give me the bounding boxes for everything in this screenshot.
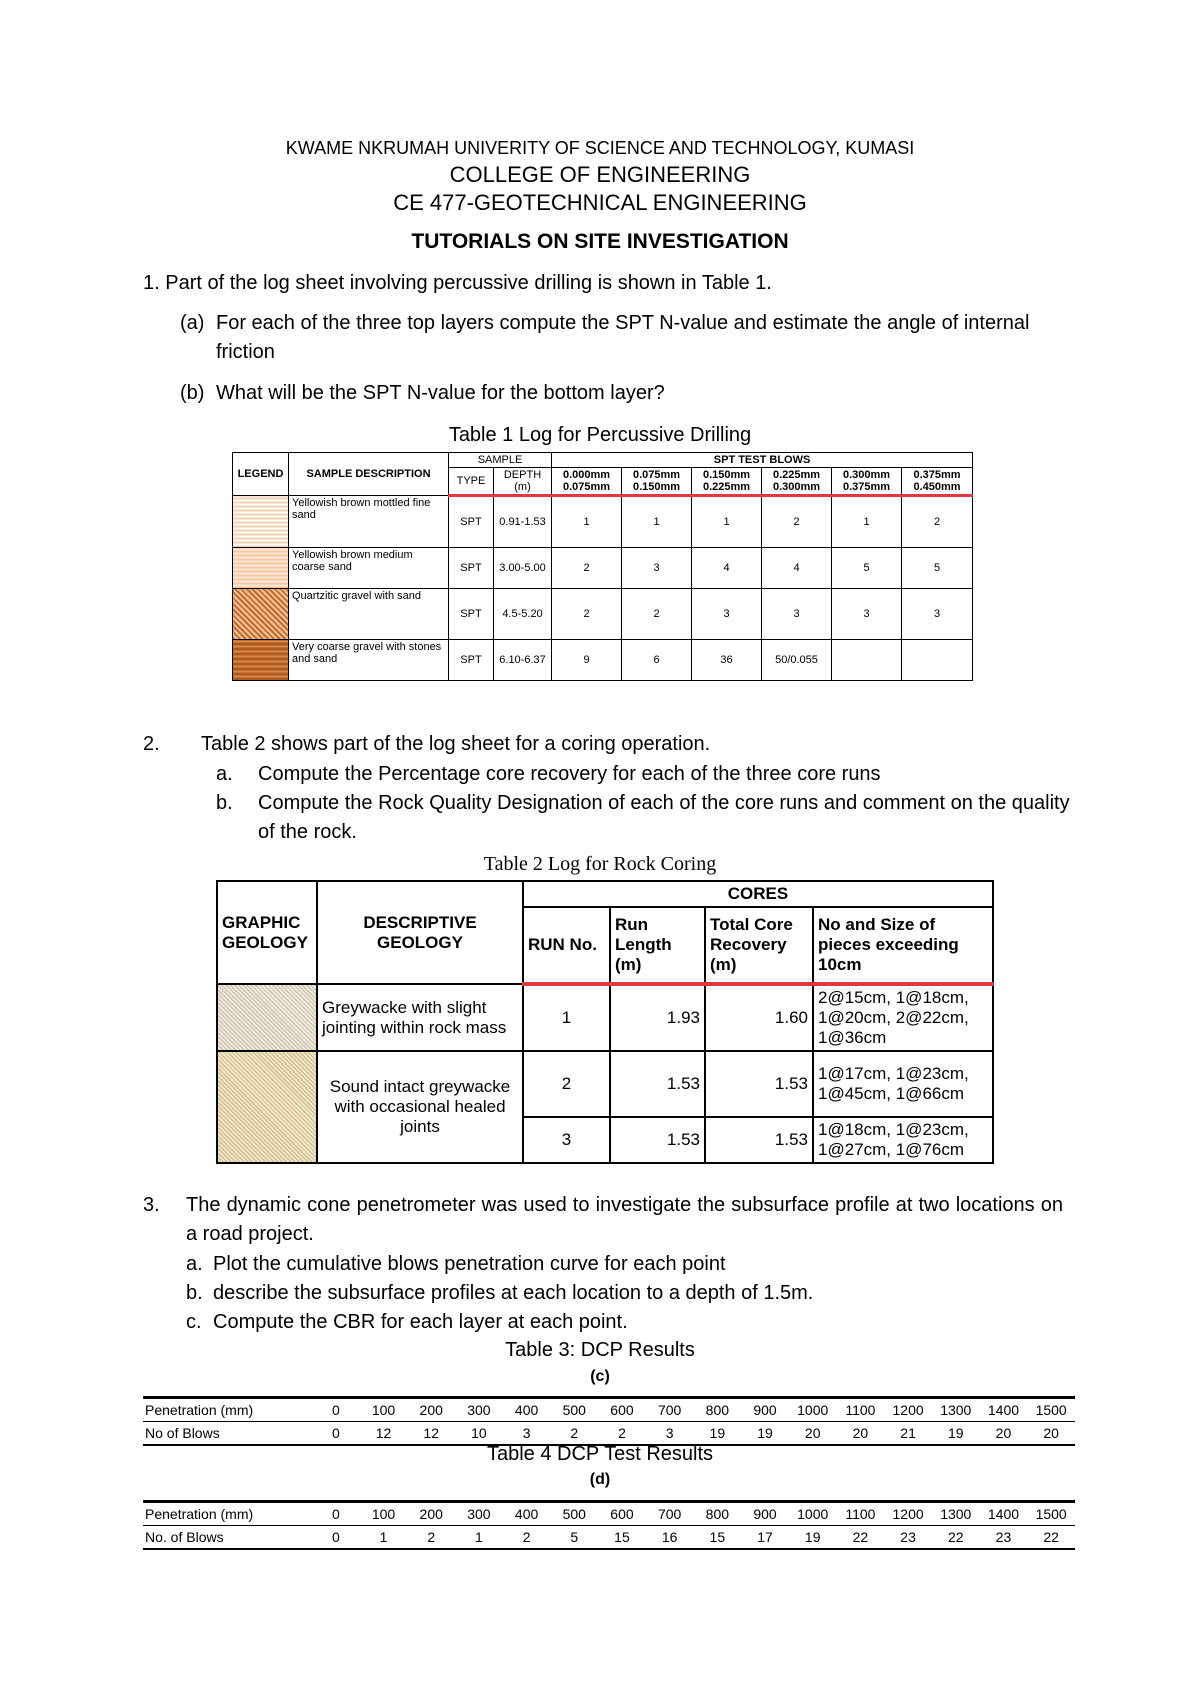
question-3 <box>143 1191 1063 1249</box>
question-1: 1. Part of the log sheet involving percussive drilling is shown in Table 1. <box>143 272 772 294</box>
graphic-geology-swatch <box>217 1051 317 1163</box>
question-2b-text: Compute the Rock Quality Designation of each of the core runs and comment on the quality of the rock. <box>258 792 1070 843</box>
blows-value: 10 <box>455 1422 503 1446</box>
table-3-dcp-results <box>143 1396 1075 1446</box>
sample-type: SPT <box>449 548 494 589</box>
penetration-value: 200 <box>407 1502 455 1526</box>
blow-count: 1 <box>692 496 762 548</box>
pieces: 2@15cm, 1@18cm, 1@20cm, 2@22cm, 1@36cm <box>813 984 993 1051</box>
blows-value: 20 <box>837 1422 885 1446</box>
penetration-value: 1500 <box>1027 1398 1075 1422</box>
blows-value: 2 <box>407 1526 455 1550</box>
blows-value: 12 <box>360 1422 408 1446</box>
blows-value: 16 <box>646 1526 694 1550</box>
run-number: 3 <box>523 1117 610 1163</box>
penetration-value: 900 <box>741 1502 789 1526</box>
sample-depth: 0.91-1.53 <box>494 496 552 548</box>
interval-from: 0.375mm <box>913 469 961 481</box>
blows-value: 3 <box>503 1422 551 1446</box>
legend-header: LEGEND <box>233 453 289 496</box>
interval-header <box>552 468 622 496</box>
blows-value: 0 <box>312 1422 360 1446</box>
penetration-value: 1100 <box>837 1502 885 1526</box>
blow-count: 1 <box>552 496 622 548</box>
question-3b-label: b. <box>186 1282 203 1304</box>
penetration-label: Penetration (mm) <box>143 1398 312 1422</box>
core-recovery: 1.60 <box>705 984 813 1051</box>
blows-value: 15 <box>598 1526 646 1550</box>
penetration-value: 1300 <box>932 1398 980 1422</box>
table-row <box>217 984 993 1051</box>
interval-to: 0.450mm <box>913 481 961 493</box>
course-title: CE 477-GEOTECHNICAL ENGINEERING <box>393 190 807 215</box>
penetration-value: 700 <box>646 1398 694 1422</box>
penetration-value: 1400 <box>980 1502 1028 1526</box>
sample-depth: 3.00-5.00 <box>494 548 552 589</box>
table-row <box>143 1398 1075 1422</box>
penetration-label: Penetration (mm) <box>143 1502 312 1526</box>
question-3c <box>186 1308 1066 1337</box>
blow-count: 4 <box>692 548 762 589</box>
interval-from: 0.300mm <box>842 469 891 481</box>
interval-to: 0.225mm <box>702 481 751 493</box>
blows-value: 19 <box>694 1422 742 1446</box>
blows-value: 15 <box>694 1526 742 1550</box>
blow-count: 1 <box>832 496 902 548</box>
penetration-value: 700 <box>646 1502 694 1526</box>
table-row <box>143 1502 1075 1526</box>
blows-value: 0 <box>312 1526 360 1550</box>
sample-description: Very coarse gravel with stones and sand <box>289 640 449 681</box>
run-length-header: Run Length (m) <box>610 907 705 984</box>
question-3b-text: describe the subsurface profiles at each location to a depth of 1.5m. <box>213 1282 814 1304</box>
blows-value: 22 <box>1027 1526 1075 1550</box>
blows-value: 21 <box>884 1422 932 1446</box>
sample-type: SPT <box>449 496 494 548</box>
question-3a-text: Plot the cumulative blows penetration curve for each point <box>213 1253 726 1275</box>
question-3a-label: a. <box>186 1253 203 1275</box>
penetration-value: 100 <box>360 1398 408 1422</box>
interval-from: 0.150mm <box>702 469 751 481</box>
penetration-value: 0 <box>312 1398 360 1422</box>
sample-description: Yellowish brown mottled fine sand <box>289 496 449 548</box>
question-1a-text: For each of the three top layers compute the SPT N-value and estimate the angle of internal friction <box>216 312 1030 363</box>
blow-count <box>832 640 902 681</box>
question-2a-text: Compute the Percentage core recovery for each of the three core runs <box>258 763 881 785</box>
question-2a <box>216 760 1076 789</box>
run-length: 1.53 <box>610 1051 705 1117</box>
table-3-caption: Table 3: DCP Results <box>505 1339 695 1361</box>
table-row <box>233 548 973 589</box>
blow-count: 5 <box>832 548 902 589</box>
pieces: 1@17cm, 1@23cm, 1@45cm, 1@66cm <box>813 1051 993 1117</box>
blow-count: 2 <box>622 589 692 640</box>
blow-count: 3 <box>692 589 762 640</box>
total-core-recovery-header: Total Core Recovery (m) <box>705 907 813 984</box>
table-1-percussive-drilling <box>232 452 973 681</box>
graphic-geology-header: GRAPHIC GEOLOGY <box>217 881 317 984</box>
penetration-value: 400 <box>503 1502 551 1526</box>
penetration-value: 1200 <box>884 1502 932 1526</box>
page-title: TUTORIALS ON SITE INVESTIGATION <box>411 230 789 253</box>
pieces-exceeding-header: No and Size of pieces exceeding 10cm <box>813 907 993 984</box>
sample-description: Yellowish brown medium coarse sand <box>289 548 449 589</box>
penetration-value: 600 <box>598 1398 646 1422</box>
table-4-caption: Table 4 DCP Test Results <box>486 1443 714 1465</box>
blow-count: 2 <box>552 589 622 640</box>
blows-value: 2 <box>550 1422 598 1446</box>
graphic-geology-swatch <box>217 984 317 1051</box>
depth-header: DEPTH (m) <box>494 468 552 496</box>
table-4-subtitle: (d) <box>589 1471 611 1488</box>
blows-value: 20 <box>1027 1422 1075 1446</box>
sample-type: SPT <box>449 589 494 640</box>
pieces: 1@18cm, 1@23cm, 1@27cm, 1@76cm <box>813 1117 993 1163</box>
question-2-text: Table 2 shows part of the log sheet for a coring operation. <box>201 733 711 755</box>
interval-header <box>832 468 902 496</box>
penetration-value: 600 <box>598 1502 646 1526</box>
interval-header <box>762 468 832 496</box>
table-row <box>233 589 973 640</box>
legend-swatch-gravel-with-sand <box>233 589 289 640</box>
penetration-value: 800 <box>694 1502 742 1526</box>
sample-description-header: SAMPLE DESCRIPTION <box>289 453 449 496</box>
interval-to: 0.150mm <box>632 481 681 493</box>
blow-count: 50/0.055 <box>762 640 832 681</box>
interval-header <box>902 468 973 496</box>
core-recovery: 1.53 <box>705 1117 813 1163</box>
question-1b-label: (b) <box>180 382 205 404</box>
question-3-number: 3. <box>143 1194 160 1216</box>
question-3-text: The dynamic cone penetrometer was used to investigate the subsurface profile at two locations on a road project. <box>186 1194 1063 1245</box>
penetration-value: 100 <box>360 1502 408 1526</box>
sample-header: SAMPLE <box>449 453 552 468</box>
question-2b <box>216 789 1076 847</box>
blows-value: 22 <box>932 1526 980 1550</box>
blows-value: 19 <box>741 1422 789 1446</box>
blows-value: 12 <box>407 1422 455 1446</box>
blow-count: 3 <box>902 589 973 640</box>
run-length: 1.53 <box>610 1117 705 1163</box>
sample-depth: 4.5-5.20 <box>494 589 552 640</box>
blow-count: 4 <box>762 548 832 589</box>
blow-count: 6 <box>622 640 692 681</box>
table-1-caption: Table 1 Log for Percussive Drilling <box>448 424 752 446</box>
penetration-value: 400 <box>503 1398 551 1422</box>
interval-to: 0.375mm <box>842 481 891 493</box>
sample-type: SPT <box>449 640 494 681</box>
cores-header: CORES <box>523 881 993 907</box>
blow-count <box>902 640 973 681</box>
question-3b <box>186 1279 1066 1308</box>
penetration-value: 300 <box>455 1502 503 1526</box>
blows-value: 19 <box>789 1526 837 1550</box>
question-3c-text: Compute the CBR for each layer at each point. <box>213 1311 628 1333</box>
table-2-rock-coring <box>216 880 994 1164</box>
question-1b <box>180 379 1070 408</box>
penetration-value: 1300 <box>932 1502 980 1526</box>
run-number-header: RUN No. <box>523 907 610 984</box>
table-3-subtitle: (c) <box>590 1368 610 1385</box>
question-2 <box>143 730 1063 759</box>
table-row <box>217 1051 993 1117</box>
interval-from: 0.225mm <box>772 469 821 481</box>
legend-swatch-coarse-gravel <box>233 640 289 681</box>
penetration-value: 1100 <box>837 1398 885 1422</box>
penetration-value: 500 <box>550 1502 598 1526</box>
blows-value: 2 <box>598 1422 646 1446</box>
blows-value: 20 <box>980 1422 1028 1446</box>
sample-description: Quartzitic gravel with sand <box>289 589 449 640</box>
blows-value: 5 <box>550 1526 598 1550</box>
interval-to: 0.075mm <box>562 481 611 493</box>
blow-count: 5 <box>902 548 973 589</box>
blow-count: 1 <box>622 496 692 548</box>
blow-count: 3 <box>622 548 692 589</box>
blows-value: 22 <box>837 1526 885 1550</box>
blows-label: No. of Blows <box>143 1526 312 1550</box>
blows-value: 3 <box>646 1422 694 1446</box>
penetration-value: 800 <box>694 1398 742 1422</box>
penetration-value: 900 <box>741 1398 789 1422</box>
descriptive-geology: Greywacke with slight jointing within rock mass <box>317 984 523 1051</box>
question-2a-label: a. <box>216 763 233 785</box>
blows-value: 20 <box>789 1422 837 1446</box>
question-1a <box>180 309 1070 367</box>
table-4-dcp-test-results <box>143 1500 1075 1550</box>
interval-from: 0.000mm <box>562 469 611 481</box>
sample-depth: 6.10-6.37 <box>494 640 552 681</box>
core-recovery: 1.53 <box>705 1051 813 1117</box>
table-row <box>233 496 973 548</box>
blow-count: 3 <box>832 589 902 640</box>
blows-value: 23 <box>884 1526 932 1550</box>
descriptive-geology-header: DESCRIPTIVE GEOLOGY <box>317 881 523 984</box>
blow-count: 2 <box>902 496 973 548</box>
college-name: COLLEGE OF ENGINEERING <box>449 162 751 187</box>
question-1b-text: What will be the SPT N-value for the bottom layer? <box>216 382 665 404</box>
blows-value: 2 <box>503 1526 551 1550</box>
penetration-value: 1200 <box>884 1398 932 1422</box>
table-row <box>143 1526 1075 1550</box>
penetration-value: 1400 <box>980 1398 1028 1422</box>
blows-value: 23 <box>980 1526 1028 1550</box>
penetration-value: 200 <box>407 1398 455 1422</box>
blows-value: 1 <box>360 1526 408 1550</box>
legend-swatch-fine-sand <box>233 496 289 548</box>
penetration-value: 1000 <box>789 1398 837 1422</box>
legend-swatch-medium-coarse-sand <box>233 548 289 589</box>
university-name: KWAME NKRUMAH UNIVERITY OF SCIENCE AND TECHNOLOGY, KUMASI <box>285 138 915 158</box>
interval-header <box>692 468 762 496</box>
run-number: 1 <box>523 984 610 1051</box>
penetration-value: 0 <box>312 1502 360 1526</box>
question-2-number: 2. <box>143 733 160 755</box>
penetration-value: 500 <box>550 1398 598 1422</box>
penetration-value: 300 <box>455 1398 503 1422</box>
descriptive-geology: Sound intact greywacke with occasional healed joints <box>317 1051 523 1163</box>
question-1a-label: (a) <box>180 312 205 334</box>
spt-test-blows-header: SPT TEST BLOWS <box>552 453 973 468</box>
question-3c-label: c. <box>186 1311 202 1333</box>
table-2-caption: Table 2 Log for Rock Coring <box>483 853 717 875</box>
blow-count: 9 <box>552 640 622 681</box>
blow-count: 2 <box>762 496 832 548</box>
interval-from: 0.075mm <box>632 469 681 481</box>
blows-value: 17 <box>741 1526 789 1550</box>
blows-label: No of Blows <box>143 1422 312 1446</box>
blow-count: 36 <box>692 640 762 681</box>
interval-to: 0.300mm <box>772 481 821 493</box>
table-row <box>233 640 973 681</box>
question-2b-label: b. <box>216 792 233 814</box>
type-header: TYPE <box>449 468 494 496</box>
penetration-value: 1000 <box>789 1502 837 1526</box>
table-row <box>143 1422 1075 1446</box>
run-number: 2 <box>523 1051 610 1117</box>
question-3a <box>186 1250 1066 1279</box>
blow-count: 3 <box>762 589 832 640</box>
penetration-value: 1500 <box>1027 1502 1075 1526</box>
interval-header <box>622 468 692 496</box>
run-length: 1.93 <box>610 984 705 1051</box>
blow-count: 2 <box>552 548 622 589</box>
blows-value: 1 <box>455 1526 503 1550</box>
blows-value: 19 <box>932 1422 980 1446</box>
